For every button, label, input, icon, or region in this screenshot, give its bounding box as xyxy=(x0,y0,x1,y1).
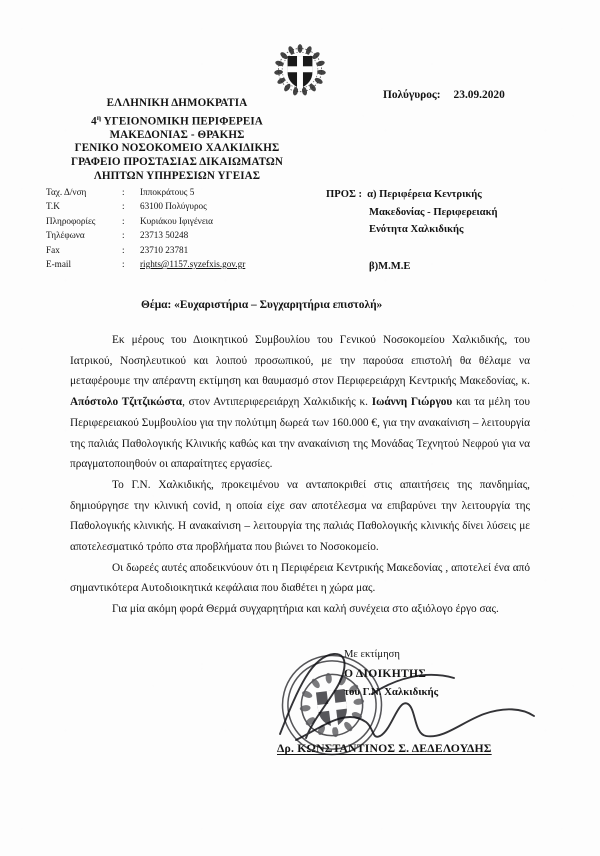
subject-line: Θέμα: «Ευχαριστήρια – Συγχαρητήρια επιστολή» xyxy=(141,299,383,311)
contact-value: Κυριάκου Ιφιγένεια xyxy=(140,215,213,226)
recipient-line-3: Ενότητα Χαλκιδικής xyxy=(369,224,464,235)
contact-value: 23710 23781 xyxy=(140,244,189,255)
contact-separator: : xyxy=(122,230,125,241)
org-line-6: ΛΗΠΤΩΝ ΥΠΗΡΕΣΙΩΝ ΥΓΕΙΑΣ xyxy=(93,169,261,182)
text-run: Οι δωρεές αυτές αποδεικνύουν ότι η Περιφέρεια Κεντρικής Μακεδονίας , αποτελεί ένα από σημαντικότερα Αυτοδιοικητικά κεφάλαια που διαθέτει η χώρα μας. xyxy=(70,561,530,595)
signature-subtitle: του Γ.Ν. Χαλκιδικής xyxy=(344,686,439,698)
paragraph-4 xyxy=(70,599,530,620)
contact-label: Ταχ. Δ/νση xyxy=(46,187,87,197)
contact-value: 63100 Πολύγυρος xyxy=(140,201,207,212)
letter-body xyxy=(70,330,530,620)
contact-row-address xyxy=(46,185,245,199)
contact-separator: : xyxy=(122,201,125,212)
contact-separator: : xyxy=(122,215,125,226)
contact-value: 23713 50248 xyxy=(140,230,189,241)
contact-row-postal-code xyxy=(46,199,245,213)
contact-separator: : xyxy=(122,244,125,255)
signature-block xyxy=(344,645,554,702)
recipient-line-2: Μακεδονίας - Περιφερειακή xyxy=(369,206,498,218)
paragraph-1 xyxy=(70,330,530,475)
paragraph-3 xyxy=(70,558,530,599)
contact-label-tk: Τ.Κ xyxy=(46,201,60,212)
signature-title: Ο ΔΙΟΙΚΗΤΗΣ xyxy=(344,667,427,680)
contact-row-fax xyxy=(46,243,245,257)
greek-coat-of-arms-icon xyxy=(273,42,327,96)
date-place-label: Πολύγυρος: xyxy=(383,89,441,101)
emphasized-name: Ιωάννη Γιώργου xyxy=(371,396,453,409)
recipient-block xyxy=(326,186,498,275)
recipient-line-4: β)Μ.Μ.Ε xyxy=(369,260,411,272)
contact-label: Πληροφορίες xyxy=(46,215,96,226)
text-run: , στον Αντιπεριφερειάρχη Χαλκιδικής κ. xyxy=(182,396,372,409)
contact-label: Τηλέφωνα xyxy=(46,230,85,241)
paragraph-2 xyxy=(70,475,530,558)
text-run: Εκ μέρους του Διοικητικού Συμβουλίου του Γενικού Νοσοκομείου Χαλκιδικής, του Ιατρικού, Νοσηλευτικού και λοιπού προσωπικού, με την παρούσα επιστολή θα θέλαμε να μεταφέρουμε την απέραντη εκτίμηση και θαυμασμό στον Περιφερειάρχη Κεντρικής Μακεδονίας, κ. xyxy=(70,334,530,388)
date-value: 23.09.2020 xyxy=(453,89,505,101)
org-line-1: ΕΛΛΗΝΙΚΗ ΔΗΜΟΚΡΑΤΙΑ xyxy=(106,97,248,109)
contact-label: E-mail xyxy=(46,259,72,270)
recipient-key: ΠΡΟΣ : xyxy=(326,189,363,200)
organization-header xyxy=(22,97,332,183)
signature-regards: Με εκτίμηση xyxy=(344,649,400,660)
contact-row-phone xyxy=(46,228,245,242)
date-line xyxy=(383,89,505,101)
org-line-4: ΓΕΝΙΚΟ ΝΟΣΟΚΟΜΕΙΟ ΧΑΛΚΙΔΙΚΗΣ xyxy=(74,142,280,155)
contact-email-value[interactable]: rights@1157.syzefxis.gov.gr xyxy=(140,259,246,270)
signatory-name: Δρ. ΚΩΝΣΤΑΝΤΙΝΟΣ Σ. ΔΕΔΕΛΟΥΔΗΣ xyxy=(277,742,492,755)
contact-label: Fax xyxy=(46,244,60,255)
contact-row-info xyxy=(46,214,245,228)
contact-separator: : xyxy=(122,187,125,197)
text-run: Για μία ακόμη φορά Θερμά συγχαρητήρια και καλή συνέχεια στο αξιόλογο έργο σας. xyxy=(112,603,499,616)
text-run: και τα μέλη του Περιφερειακού Συμβουλίου για την πολύτιμη δωρεά των 160.000 €, για την ανακαίνιση – λειτουργία της παλιάς Παθολογικής Κλινικής καθώς και την ανακαίνιση της Μονάδας Τεχνητού Νεφρού για να πραγματοποιηθούν οι απαραίτητες εργασίες. xyxy=(70,396,531,471)
recipient-first-row xyxy=(326,186,498,204)
contact-row-email xyxy=(46,257,245,271)
org-line-2: $4^\eta$ ΥΓΕΙΟΝΟΜΙΚΗ ΠΕΡΙΦΕΡΕΙΑ xyxy=(91,112,263,128)
recipient-line-1: α) Περιφέρεια Κεντρικής xyxy=(367,189,482,200)
contact-details xyxy=(46,185,245,271)
contact-separator: : xyxy=(122,259,125,270)
shield-cross-icon xyxy=(288,56,313,88)
emblem-container xyxy=(0,42,600,96)
text-run: Το Γ.Ν. Χαλκιδικής, προκειμένου να ανταποκριθεί στις απαιτήσεις της πανδημίας, δημιούργησε την κλινική covid, η οποία είχε σαν αποτέλεσμα να επιβαρύνει την λειτουργία της Παθολογικής κλινικής. Η ανακαίνιση – λειτουργία της παλιάς Παθολογικής κλινικής δίνει λύσεις με αποτελεσματικό τρόπο στα προβλήματα που βιώνει το Νοσοκομείο. xyxy=(70,478,530,554)
emphasized-name: Απόστολο Τζιτζικώστα xyxy=(70,396,183,409)
contact-value: Ιπποκράτους 5 xyxy=(140,187,195,197)
org-line-3: ΜΑΚΕΔΟΝΙΑΣ - ΘΡΑΚΗΣ xyxy=(109,128,245,141)
org-line-5: ΓΡΑΦΕΙΟ ΠΡΟΣΤΑΣΙΑΣ ΔΙΚΑΙΩΜΑΤΩΝ xyxy=(71,156,283,169)
